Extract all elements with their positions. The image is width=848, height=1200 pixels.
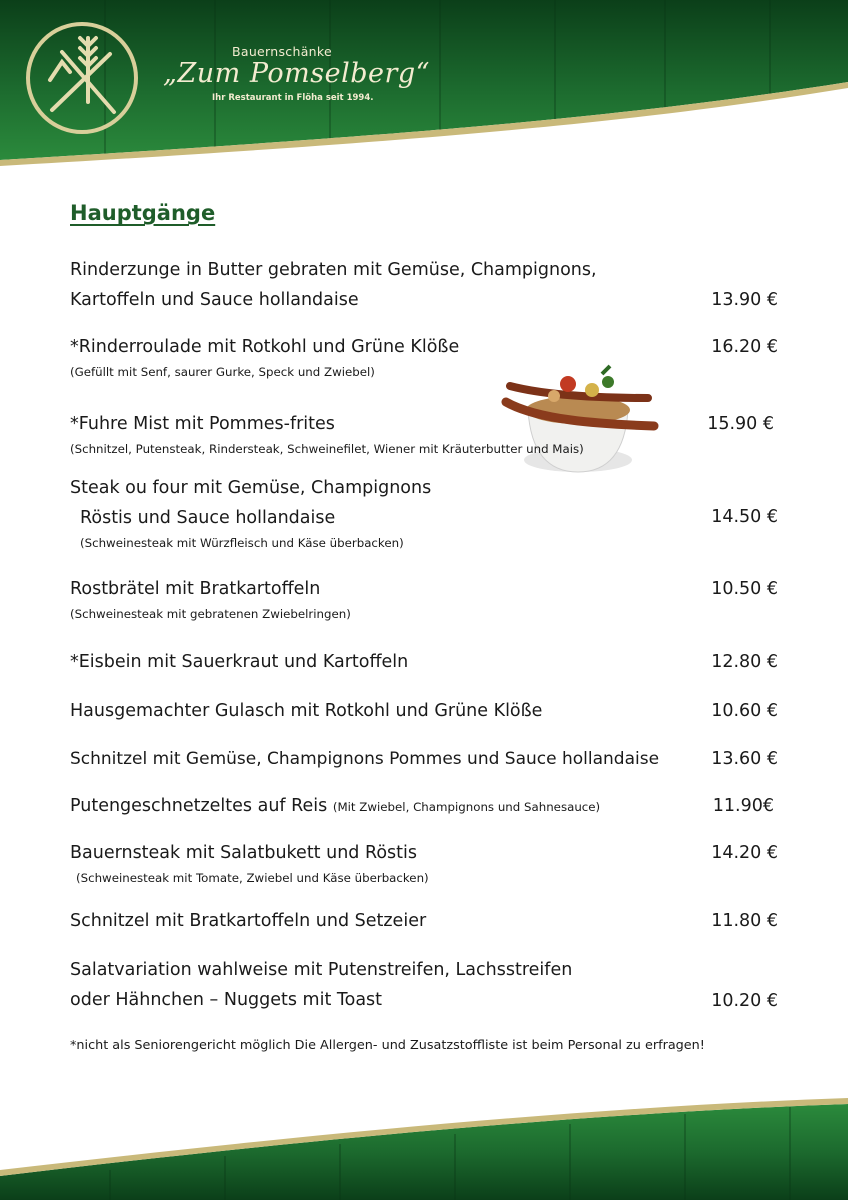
section-title: Hauptgänge [70, 201, 216, 225]
dish-note: (Gefüllt mit Senf, saurer Gurke, Speck und Zwiebel) [70, 365, 375, 379]
menu-item [70, 791, 780, 822]
dish-price: 16.20 € [711, 337, 778, 357]
header-banner [0, 0, 848, 170]
wood-banner-bottom [0, 1090, 848, 1200]
dish-price: 11.80 € [711, 911, 778, 931]
dish-price: 13.90 € [711, 290, 778, 310]
dish-price: 14.50 € [711, 507, 778, 527]
dish-price: 11.90€ [712, 796, 774, 816]
menu-item [70, 647, 780, 677]
dish-name: Rostbrätel mit Bratkartoffeln [70, 579, 321, 599]
dish-price: 14.20 € [711, 843, 778, 863]
dish-name: Kartoffeln und Sauce hollandaise [70, 290, 359, 310]
menu-item [70, 744, 780, 774]
dish-price: 15.90 € [707, 414, 774, 434]
dish-price: 13.60 € [711, 749, 778, 769]
dish-name: *Eisbein mit Sauerkraut und Kartoffeln [70, 652, 409, 672]
dish-name: *Fuhre Mist mit Pommes-frites [70, 414, 335, 434]
dish-price: 12.80 € [711, 652, 778, 672]
menu-item [70, 955, 780, 1015]
brand-tagline: Ihr Restaurant in Flöha seit 1994. [212, 93, 374, 103]
dish-note: (Mit Zwiebel, Champignons und Sahnesauce) [332, 800, 601, 814]
menu-item [70, 696, 780, 726]
dish-note: (Schweinesteak mit Tomate, Zwiebel und Käse überbacken) [76, 871, 429, 885]
dish-name: Steak ou four mit Gemüse, Champignons [70, 478, 432, 498]
dish-name: Salatvariation wahlweise mit Putenstreifen, Lachsstreifen [70, 960, 573, 980]
dish-price: 10.50 € [711, 579, 778, 599]
dish-name: Schnitzel mit Gemüse, Champignons Pommes und Sauce hollandaise [70, 749, 660, 769]
dish-note: (Schnitzel, Putensteak, Rindersteak, Schweinefilet, Wiener mit Kräuterbutter und Mais) [70, 442, 584, 456]
dish-name: Hausgemachter Gulasch mit Rotkohl und Grüne Klöße [70, 701, 543, 721]
dish-name: Putengeschnetzeltes auf Reis [70, 796, 328, 816]
dish-price: 10.60 € [711, 701, 778, 721]
dish-name: Schnitzel mit Bratkartoffeln und Setzeier [70, 911, 427, 931]
dish-name: Rinderzunge in Butter gebraten mit Gemüse, Champignons, [70, 260, 597, 280]
dish-name: Bauernsteak mit Salatbukett und Röstis [70, 843, 418, 863]
restaurant-logo-icon [22, 18, 142, 138]
dish-price: 10.20 € [711, 991, 778, 1011]
menu-item [70, 409, 780, 459]
menu-item [70, 473, 780, 553]
dish-name: oder Hähnchen – Nuggets mit Toast [70, 990, 383, 1010]
menu-item [70, 574, 780, 624]
dish-note: (Schweinesteak mit gebratenen Zwiebelringen) [70, 607, 351, 621]
dish-note: (Schweinesteak mit Würzfleisch und Käse überbacken) [80, 536, 404, 550]
dish-name: *Rinderroulade mit Rotkohl und Grüne Klöße [70, 337, 460, 357]
menu-item [70, 255, 780, 315]
brand-subtitle: Bauernschänke [232, 44, 332, 59]
dish-name: Röstis und Sauce hollandaise [80, 508, 336, 528]
menu-item [70, 838, 780, 888]
footnote: *nicht als Seniorengericht möglich Die Allergen- und Zusatzstoffliste ist beim Personal zu erfragen! [70, 1038, 705, 1053]
menu-item [70, 906, 780, 936]
menu-item [70, 332, 780, 382]
brand-name: „Zum Pomselberg“ [163, 58, 430, 89]
footer-banner [0, 1090, 848, 1200]
